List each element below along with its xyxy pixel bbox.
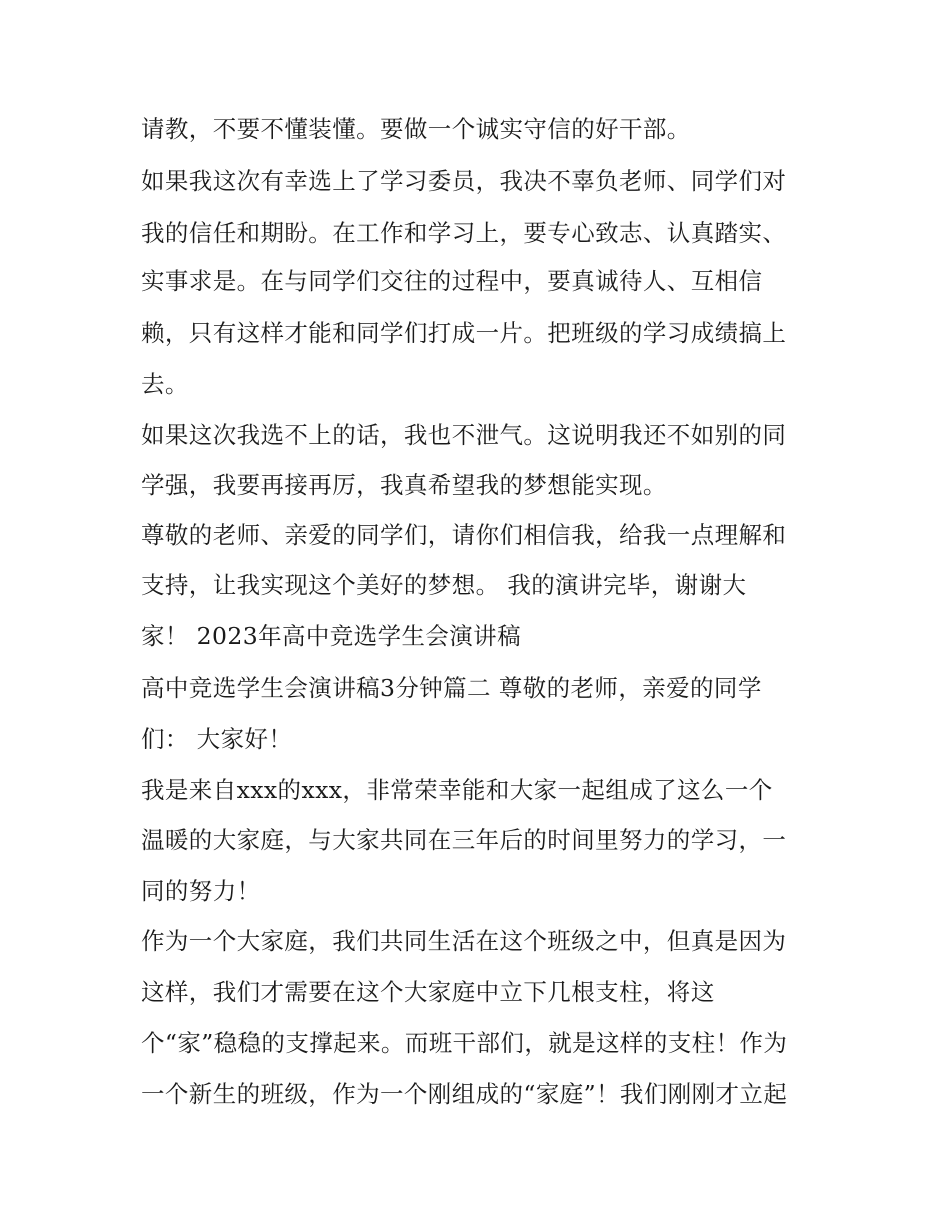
text-line: 温暖的大家庭，与大家共同在三年后的时间里努力的学习，一 [141,826,787,854]
text-line: 实事求是。在与同学们交往的过程中，要真诚待人、互相信 [141,267,763,295]
text-line: 我是来自xxx的xxx，非常荣幸能和大家一起组成了这么一个 [141,776,773,804]
text-line: 同的努力！ [141,877,261,905]
text-line: 家！ 2023年高中竞选学生会演讲稿 [141,622,521,650]
text-line: 个“家”稳稳的支撑起来。而班干部们，就是这样的支柱！作为 [141,1029,788,1057]
text-line: 们： 大家好！ [141,725,293,753]
text-line: 一个新生的班级，作为一个刚组成的“家庭”！我们刚刚才立起 [141,1080,788,1108]
text-line: 如果这次我选不上的话，我也不泄气。这说明我还不如别的同 [141,421,787,449]
text-line: 请教，不要不懂装懂。要做一个诚实守信的好干部。 [141,115,691,143]
text-line: 我的信任和期盼。在工作和学习上，要专心致志、认真踏实、 [141,219,787,247]
text-line: 如果我这次有幸选上了学习委员，我决不辜负老师、同学们对 [141,167,787,195]
text-line: 赖，只有这样才能和同学们打成一片。把班级的学习成绩搞上 [141,319,787,347]
text-line: 尊敬的老师、亲爱的同学们，请你们相信我，给我一点理解和 [141,521,787,549]
text-line: 这样，我们才需要在这个大家庭中立下几根支柱，将这 [141,978,715,1006]
text-line: 高中竞选学生会演讲稿3分钟篇二 尊敬的老师，亲爱的同学 [141,674,762,702]
text-line: 学强，我要再接再厉，我真希望我的梦想能实现。 [141,471,667,499]
text-line: 作为一个大家庭，我们共同生活在这个班级之中，但真是因为 [141,927,787,955]
text-line: 去。 [141,370,189,398]
text-line: 支持，让我实现这个美好的梦想。 我的演讲完毕，谢谢大 [141,571,747,599]
